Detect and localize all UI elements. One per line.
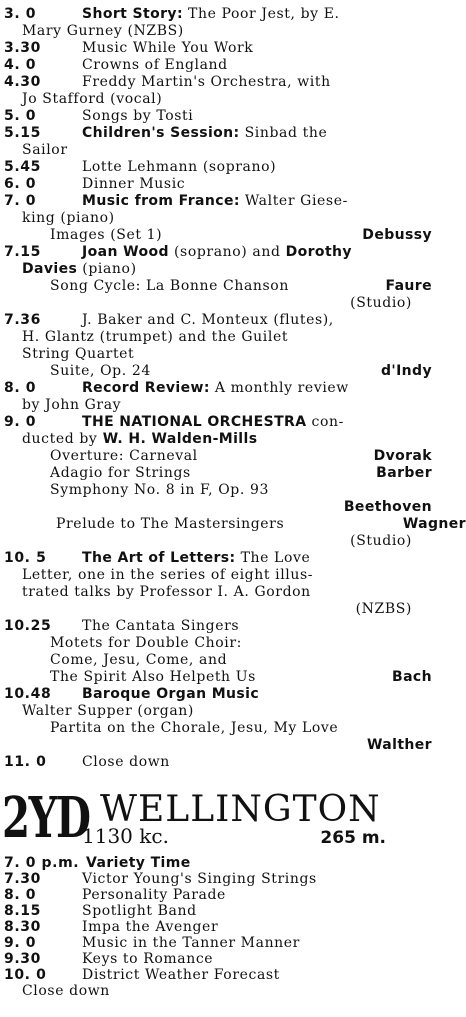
listing-plain-text: king (piano) [22,210,115,226]
listing-continuation [22,584,432,601]
listing-work [50,482,432,499]
listing-work-title: Symphony No. 8 in F, Op. 93 [50,482,269,498]
listing-plain-text: Lotte Lehmann (soprano) [82,159,277,175]
listing-time: 8.30 [4,919,41,935]
listing-row [4,6,432,23]
listing-text [82,74,331,90]
listing-composer: Beethoven [343,499,432,515]
listing-bold-text: Record Review: [82,380,210,396]
listing-text [82,951,213,967]
listing-time: 11. 0 [4,754,47,770]
listing-time: 5.45 [4,159,41,175]
listing-text [82,887,226,903]
listing-time: 9.30 [4,951,41,967]
listing-time: 10. 5 [4,550,47,566]
listing-work [56,516,466,533]
listing-composer: d'Indy [380,363,432,379]
listing-work [50,278,432,295]
listing-continuation [22,261,432,278]
listing-source-line [4,295,432,312]
listing-time: 5. 0 [4,108,37,124]
listing-time: 7.15 [4,244,41,260]
listing-plain-text: Keys to Romance [82,951,214,967]
listing-work-title: Adagio for Strings [50,465,191,481]
listing-work-title: Motets for Double Choir: [50,635,242,651]
listing-plain-text: Victor Young's Singing Strings [82,871,317,887]
listing-row [4,903,432,920]
listing-row [4,935,432,952]
listing-composer: Dvorak [373,448,432,464]
listing-plain-text: Dinner Music [82,176,186,192]
listing-plain-text: Personality Parade [82,887,226,903]
listing-time: 7. 0 [4,193,37,209]
listing-plain-text: (piano) [77,261,137,277]
listing-text [82,935,300,951]
listing-text [82,125,327,141]
listing-row [4,951,432,968]
listing-work-title: Images (Set 1) [50,227,163,243]
listing-plain-text: J. Baker and C. Monteux (flutes), [82,312,334,328]
listing-text [82,967,280,983]
listing-row [4,125,432,142]
listing-plain-text: A monthly review [209,380,349,396]
listing-time: 8.15 [4,903,41,919]
listing-row [4,919,432,936]
listing-bold-text: Short Story: [82,6,183,22]
listing-text [82,686,259,702]
listing-plain-text: H. Glantz (trumpet) and the Guilet [22,329,289,345]
listing-continuation [22,91,432,108]
listing-composer: Faure [385,278,432,294]
listing-row [4,159,432,176]
listing-work [50,363,432,380]
listing-time: 9. 0 [4,935,37,951]
listing-time: 7.30 [4,871,41,887]
listing-plain-text: Sinbad the [239,125,328,141]
listing-time: 4. 0 [4,57,37,73]
listing-row [4,618,432,635]
listing-work [50,448,432,465]
listing-continuation [22,431,432,448]
listing-time: 6. 0 [4,176,37,192]
listing-text [82,244,352,260]
listing-plain-text: Spotlight Band [82,903,197,919]
listing-text [82,159,276,175]
listing-text [82,57,228,73]
listing-text [82,193,348,209]
listing-plain-text: String Quartet [22,346,135,362]
listing-row [4,244,432,261]
listing-bold-text: W. H. Walden-Mills [97,431,258,447]
listing-row [4,108,432,125]
station-call-sign: 2YD [2,785,90,851]
listing-work-title: Overture: Carneval [50,448,198,464]
listing-plain-text: Freddy Martin's Orchestra, with [82,74,331,90]
station-frequency: 1130 kc. [82,824,169,848]
listing-row [4,967,432,984]
listing-composer: Wagner [402,516,466,532]
listing-continuation [22,703,432,720]
listing-continuation [22,210,432,227]
listing-row [4,686,432,703]
listing-bold-text: Variety Time [86,855,191,871]
listing-bold-text: Dorothy [285,244,352,260]
listing-text [82,754,170,770]
listing-plain-text: Close down [22,983,110,999]
listing-work [50,669,432,686]
listing-work-title: Come, Jesu, Come, and [50,652,228,668]
listing-row [4,550,432,567]
listing-bold-text: Joan Wood [82,244,169,260]
listing-continuation [22,23,432,40]
listing-text [82,108,193,124]
listing-row [4,414,432,431]
listing-plain-text: Walter Supper (organ) [22,703,194,719]
listing-plain-text: Sailor [22,142,68,158]
station-city: WELLINGTON [100,789,381,830]
listing-row [4,40,432,57]
listing-composer-line [4,499,432,516]
listing-continuation [22,567,432,584]
listing-composer: Debussy [362,227,432,243]
listing-bold-text: Music from France: [82,193,240,209]
listing-work [50,635,432,652]
station-header [2,785,432,852]
listing-time: 10. 0 [4,967,47,983]
listing-time: 9. 0 [4,414,37,430]
listing-time: 10.25 [4,618,52,634]
listing-composer: Barber [376,465,432,481]
listing-plain-text: Impa the Avenger [82,919,219,935]
listing-plain-text: District Weather Forecast [82,967,280,983]
listing-plain-text: (soprano) and [168,244,286,260]
listing-text [82,176,185,192]
listing-source: (Studio) [350,533,412,549]
listing-continuation [22,397,432,414]
listing-time: 7. 0 p.m. [4,855,80,871]
listing-time: 4.30 [4,74,41,90]
listing-text [82,919,218,935]
listing-plain-text: trated talks by Professor I. A. Gordon [22,584,311,600]
listing-plain-text: Mary Gurney (NZBS) [22,23,184,39]
listing-row [4,871,432,888]
listing-composer: Walther [366,737,432,753]
listing-work-title: Song Cycle: La Bonne Chanson [50,278,289,294]
station-wavelength: 265 m. [320,828,386,848]
listing-row [4,312,432,329]
listing-work [50,720,432,737]
listing-continuation [22,346,432,363]
listing-work-title: Prelude to The Mastersingers [56,516,285,532]
listing-work [50,652,432,669]
listing-text [82,871,317,887]
listing-time: 8. 0 [4,380,37,396]
listing-work [50,465,432,482]
listing-composer: Bach [392,669,432,685]
listing-text [82,380,349,396]
listing-row [4,193,432,210]
listing-bold-text: THE NATIONAL ORCHESTRA [82,414,307,430]
listing-row [4,754,432,771]
listing-plain-text: Music in the Tanner Manner [82,935,300,951]
listing-plain-text: con- [306,414,344,430]
listing-continuation [22,142,432,159]
listing-plain-text: Close down [82,754,170,770]
listing-time: 3. 0 [4,6,37,22]
listing-source: (NZBS) [355,601,412,617]
listing-text [82,6,340,22]
listing-plain-text: by John Gray [22,397,122,413]
listing-bold-text: Baroque Organ Music [82,686,260,702]
listing-text [82,903,197,919]
listing-time: 7.36 [4,312,41,328]
listing-row [4,57,432,74]
listing-work-title: Partita on the Chorale, Jesu, My Love [50,720,339,736]
listing-time: 8. 0 [4,887,37,903]
listing-work-title: The Spirit Also Helpeth Us [50,669,256,685]
listing-text [82,550,310,566]
listing-plain-text: Music While You Work [82,40,254,56]
listing-text [82,312,334,328]
listing-work-title: Suite, Op. 24 [50,363,151,379]
listing-row [4,380,432,397]
listing-bold-text: Children's Session: [82,125,240,141]
listing-plain-text: Crowns of England [82,57,228,73]
listing-continuation [22,329,432,346]
listing-row [4,74,432,91]
listing-text [86,855,191,871]
listing-source-line [4,533,432,550]
listing-row [4,887,432,904]
listing-bold-text: Davies [22,261,78,277]
listing-plain-text: Letter, one in the series of eight illus- [22,567,314,583]
listing-source-line [4,601,432,618]
listing-text [82,414,344,430]
listing-time: 5.15 [4,125,41,141]
listing-plain-text: Jo Stafford (vocal) [22,91,163,107]
listing-time: 10.48 [4,686,52,702]
listing-time: 3.30 [4,40,41,56]
listing-plain-text: ducted by [22,431,98,447]
listing-plain-text: Songs by Tosti [82,108,194,124]
listing-row [4,176,432,193]
listing-plain-text: The Cantata Singers [82,618,240,634]
listing-bold-text: The Art of Letters: [82,550,236,566]
listing-plain-text: Walter Giese- [239,193,348,209]
listing-continuation [22,983,432,1000]
listing-plain-text: The Love [235,550,311,566]
listing-text [82,40,253,56]
listing-source: (Studio) [350,295,412,311]
listing-composer-line [4,737,432,754]
listing-work [50,227,432,244]
listing-text [82,618,239,634]
listing-row [4,855,432,872]
listing-plain-text: The Poor Jest, by E. [182,6,340,22]
